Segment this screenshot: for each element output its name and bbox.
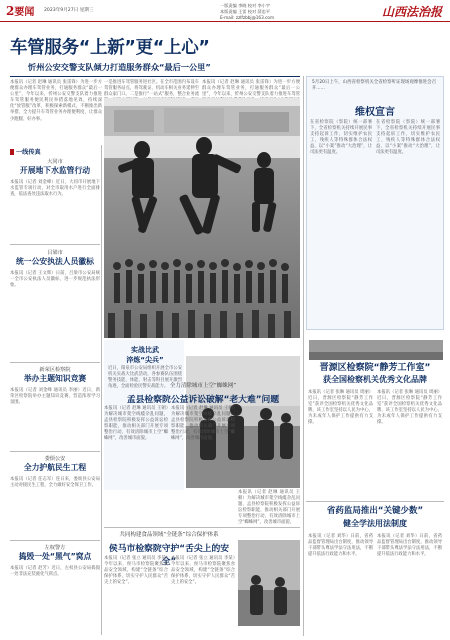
sidebar-item-3-title: 新荣区检察院 举办主题知识竞赛 xyxy=(23,367,87,383)
main-headline: 车管服务“上新”更“上心” xyxy=(10,38,210,58)
bottom-photo-image xyxy=(238,540,300,626)
sidebar-item-4-title: 娄烦公安 全力护航民生工程 xyxy=(23,456,87,472)
sidebar-item-2-title: 吕梁市 统一公安执法人员徽标 xyxy=(16,250,94,266)
right-photo xyxy=(309,340,443,360)
right-news2-headline-1: 省药监局推出“关键少数” xyxy=(326,506,424,516)
sidebar-divider xyxy=(101,145,102,635)
main-lead-col2: 一是推进车驾管服务进社区。在全市范围内布设车驾管服务站点，将驾驶证、机动车相关业务延伸至群众家门口。二是推行“一站式”服务，整合业务流 xyxy=(104,80,199,98)
right-sep xyxy=(306,501,444,502)
sidebar-sep xyxy=(10,362,100,363)
right-news1-col1: 本报讯（记者 张琳 通讯员 周丽）近日，晋源区检察院“静芳工作室”获评全国检察机关优秀文化品牌，该工作室坚持以人民为中心，为未成年人保护工作提供有力支撑。 xyxy=(308,390,373,426)
sidebar-item-5-title: 左权警方 捣毁一处“黑气”窝点 xyxy=(18,545,92,561)
main-lead-col3: 本报讯（记者 赵琳 通讯员 张雷锋）为进一步方便群众办理车驾管业务，打通服务群众“最后一公里”，今年以来，忻州公安交警支队着力推进车驾管 xyxy=(202,80,300,98)
right-feature-title: 维权宣言 xyxy=(355,107,395,118)
main-subheadline: 忻州公安交警支队倾力打造服务群众“最后一公里” xyxy=(28,62,211,72)
bottom-news2-col1: 本报讯（记者 张立 通讯员 李某）今年以来，侯马市检察院聚焦食品安全领域，构建“全链条”综合保护体系，切实守护人民群众“舌尖上的安全”。 xyxy=(104,556,168,586)
sidebar-item-1-text: 本报讯（记者 刘金峰）近日，大同市开展地下水监管专项行动，对全市取用水户进行全面排查，依法查处违法取水行为。 xyxy=(10,180,100,198)
main-lead-col1: 本报讯（记者 赵琳 通讯员 张雷锋）为进一步方便群众办理车驾管业务，打通服务群众“最后一公里”，今年以来，忻州公安交警支队着力推进车驾管服务便民利民举措落地见效，持续深化“放管服”改革，积极探索新模式，不断推出新举措，全力提升车驾管业务办理便利度，让群众少跑腿、好办事。 xyxy=(10,80,102,122)
sidebar-section-title: 一线传真 xyxy=(10,147,41,156)
sidebar-sep xyxy=(10,540,100,541)
right-news2-col1: 本报讯（记者 刘华）日前，省药品监督管理局出台制度，推动领导干部带头尊法学法守法用法，不断提升依法行政能力和水平。 xyxy=(308,534,373,558)
contact-info: 一版责编 李晓 校对 李小宇 本版责编 王雷 校对 薛忠平 E-mail: zzlfzbbj@163.com xyxy=(220,3,275,20)
police-training-photo xyxy=(104,98,300,338)
bottom-news1-subheadline: 全力清除城市上空“蜘蛛网” xyxy=(169,383,237,389)
bottom-sep xyxy=(104,527,300,528)
bottom-news1-headline: 孟县检察院公益诉讼破解“老大难”问题 xyxy=(126,395,280,405)
bottom-news1-col1: 本报讯（记者 赵琳 通讯员 王朝）为解决城市架空线缆杂乱问题，孟县检察院积极发挥公益诉讼检察职能，推动相关部门开展专项整治行动，有效清除城市上空“蜘蛛网”，改善城市面貌。 xyxy=(104,406,168,442)
bottom-news2-subheadline: 共同构建食品领域“全链条”综合保护体系 xyxy=(119,532,219,538)
section-label: 要闻 xyxy=(14,7,35,18)
page-number: 2要闻 xyxy=(6,4,35,18)
sidebar-item-1-title: 大同市 开展地下水监管行动 xyxy=(19,159,91,175)
right-news1-col2: 本报讯（记者 张琳 通讯员 周丽）近日，晋源区检察院“静芳工作室”获评全国检察机关优秀文化品牌，该工作室坚持以人民为中心，为未成年人保护工作提供有力支撑。 xyxy=(377,390,442,426)
right-news1-headline-1: 晋源区检察院“静芳工作室” xyxy=(319,363,431,373)
sidebar-sep xyxy=(10,244,100,245)
bottom-news1-col3: 本报讯（记者 赵琳 通讯员 王朝）为解决城市架空线缆杂乱问题，孟县检察院积极发挥公益诉讼检察职能，推动相关部门开展专项整治行动，有效清除城市上空“蜘蛛网”，改善城市面貌。 xyxy=(238,490,300,526)
dateline: 2023年9月27日 星期三 xyxy=(44,8,94,13)
right-news1-headline-2: 获全国检察机关优秀文化品牌 xyxy=(323,375,427,384)
sidebar-item-5-text: 本报讯（记者 赵芳）近日，左权县公安局捣毁一处非法充装液化气窝点。 xyxy=(10,566,100,578)
bottom-photo xyxy=(238,540,300,626)
sidebar-item-3-text: 本报讯（记者 刘金峰 通讯员 李丽）近日，新荣区检察院举办主题知识竞赛，营造浓厚学习氛围。 xyxy=(10,388,100,406)
main-photo xyxy=(104,98,300,338)
right-photo-image xyxy=(309,340,443,360)
masthead-logo: 山西法治报 xyxy=(381,5,442,19)
bottom-news1-col2: 本报讯（记者 赵琳 通讯员 王朝）为解决城市架空线缆杂乱问题，孟县检察院积极发挥公益诉讼检察职能，推动相关部门开展专项整治行动，有效清除城市上空“蜘蛛网”，改善城市面貌。 xyxy=(171,406,235,442)
bottom-news2-col2: 本报讯（记者 张立 通讯员 李某）今年以来，侯马市检察院聚焦食品安全领域，构建“全链条”综合保护体系，切实守护人民群众“舌尖上的安全”。 xyxy=(171,556,235,586)
right-news2-headline-2: 健全学法用法制度 xyxy=(343,519,407,528)
sidebar-item-4-text: 本报讯（记者 任志军）连日来，娄烦县公安局主动对接民生工程，全力做好安全保卫工作。 xyxy=(10,477,100,489)
page-header xyxy=(0,0,450,22)
photo-caption-title: 实战比武 淬炼“尖兵” xyxy=(126,346,164,364)
sidebar-item-2-text: 本报讯（记者 王文辉）日前，吕梁市公安局统一全市公安执法人员徽标，进一步规范执法形象。 xyxy=(10,271,100,289)
bottom-news2-headline: 侯马市检察院守护“舌尖上的安全” xyxy=(108,544,230,567)
right-feature-col1: 在省检察院（察院）统一部署下，全省检察机关持续开展民事支持起诉工作，切实维护农民工、残疾人等特殊群体合法权益，以“小案”推动“大治理”，让司法更有温度。 xyxy=(310,120,372,156)
right-feature-intro: 5月20日上午，山西省检察机关全省检察听证现场观摩推进会召开…… xyxy=(312,80,436,91)
sidebar-sep xyxy=(10,451,100,452)
right-news2-col2: 本报讯（记者 刘华）日前，省药品监督管理局出台制度，推动领导干部带头尊法学法守法用法，不断提升依法行政能力和水平。 xyxy=(377,534,442,558)
headline-rule xyxy=(10,76,300,77)
right-feature-col2: 在省检察院（察院）统一部署下，全省检察机关持续开展民事支持起诉工作，切实维护农民工、残疾人等特殊群体合法权益，以“小案”推动“大治理”，让司法更有温度。 xyxy=(376,120,440,156)
right-column-divider xyxy=(303,76,304,636)
photo-caption-text: 近日，阳泉市公安局组织开展全市公安机关实战大比武活动，各参赛队伍围绕警务技能、体能、射击等科目展开激烈角逐，全面检验民警实战能力。 xyxy=(108,366,182,390)
